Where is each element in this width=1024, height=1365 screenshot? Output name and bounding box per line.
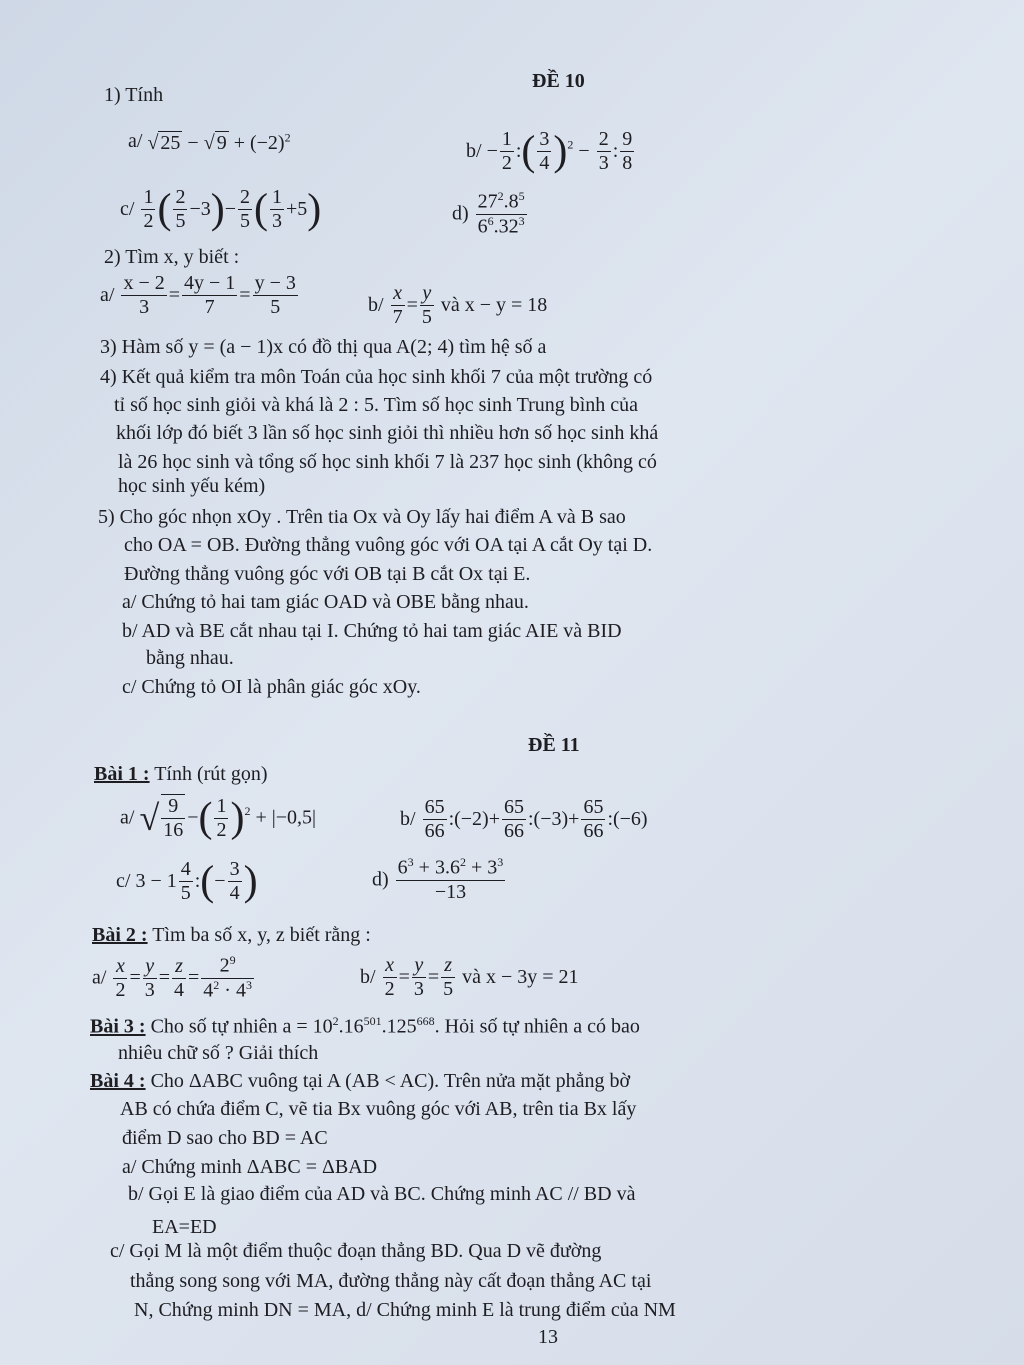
bai2-title: Bài 2 : (92, 924, 148, 946)
q5-line-6: bằng nhau. (146, 647, 234, 669)
bai1c-label: c/ (116, 870, 131, 892)
de11-title: ĐỀ 11 (528, 734, 580, 756)
bai4-line-6: EA=ED (152, 1216, 217, 1238)
de10-title: ĐỀ 10 (532, 70, 585, 92)
bai2b-label: b/ (360, 966, 376, 988)
bai2b-expression: b/ $\frac{x}{2}$ = $\frac{y}{3}$ = $\frac{z}{5}$ và x − 3y = 21 (360, 954, 579, 1000)
q2b-label: b/ (368, 294, 384, 316)
bai4-line-1 (90, 1070, 630, 1093)
bai1-heading (94, 763, 268, 786)
bai4-line-7: c/ Gọi M là một điểm thuộc đoạn thẳng BD. Qua D vẽ đường (110, 1240, 602, 1262)
bai4-line-2: AB có chứa điểm C, vẽ tia Bx vuông góc với AB, trên tia Bx lấy (120, 1098, 637, 1120)
bai2a-expression: a/ $\frac{x}{2}$ = $\frac{y}{3}$ = $\frac{z}{4}$ = $\frac{2^9}{4^2 \cdot 4^3}$ (92, 953, 252, 1002)
bai4-line-4: a/ Chứng minh ΔABC = ΔBAD (122, 1156, 378, 1178)
q5-line-7: c/ Chứng tỏ OI là phân giác góc xOy. (122, 676, 421, 698)
q1c-label: c/ (120, 198, 135, 220)
q4-line-2: tỉ số học sinh giỏi và khá là 2 : 5. Tìm số học sinh Trung bình của (114, 394, 639, 416)
bai2a-label: a/ (92, 966, 107, 989)
q1d-label: d) (452, 202, 469, 225)
bai4-line-5: b/ Gọi E là giao điểm của AD và BC. Chứng minh AC // BD và (128, 1183, 636, 1205)
bai1-text: Tính (rút gọn) (149, 763, 268, 785)
bai3-line-1: Bài 3 : Cho số tự nhiên $a = 10^2.16^{501}.125^{668}$. Hỏi số tự nhiên a có bao (90, 1014, 640, 1038)
bai2b-condition: và x − 3y = 21 (462, 966, 579, 988)
bai1b-expression: b/ $\frac{65}{66}$ :(−2)+ $\frac{65}{66}$ :(−3)+ $\frac{65}{66}$ :(−6) (400, 796, 648, 842)
q4-line-1: 4) Kết quả kiểm tra môn Toán của học sinh khối 7 của một trường có (100, 366, 653, 388)
q5-line-2: cho OA = OB. Đường thẳng vuông góc với OA tại A cắt Oy tại D. (124, 534, 653, 556)
bai1b-label: b/ (400, 808, 416, 830)
q4-line-3: khối lớp đó biết 3 lần số học sinh giỏi thì nhiều hơn số học sinh khá (116, 422, 659, 444)
bai1a-label: a/ (120, 806, 135, 829)
q5-line-4: a/ Chứng tỏ hai tam giác OAD và OBE bằng nhau. (122, 591, 529, 613)
q2b-condition: và x − y = 18 (440, 294, 548, 316)
page-number: 13 (538, 1326, 558, 1348)
q2-heading: 2) Tìm x, y biết : (104, 246, 240, 268)
bai4-line-9: N, Chứng minh DN = MA, d/ Chứng minh E là trung điểm của NM (134, 1299, 676, 1321)
q1-heading: 1) Tính (104, 84, 164, 106)
bai2-heading (92, 924, 371, 947)
bai1c-expression: c/ 3 − 1 $\frac{4}{5}$ :(− $\frac{3}{4}$ ) (116, 858, 258, 905)
bai4-line-8: thẳng song song với MA, đường thẳng này cất đoạn thẳng AC tại (130, 1270, 652, 1292)
q1a-expression: a/ √ 25 − √ $9 + (-2)^2$ (128, 130, 291, 154)
q5-line-5: b/ AD và BE cắt nhau tại I. Chứng tỏ hai tam giác AIE và BID (122, 620, 622, 642)
q5-line-1: 5) Cho góc nhọn xOy . Trên tia Ox và Oy lấy hai điểm A và B sao (98, 506, 626, 528)
bai1a-expression: a/ √ $\frac{9}{16}$ −( $\frac{1}{2}$ )$^2$ + |−0,5| (120, 794, 317, 841)
bai3-text-pre: Cho số tự nhiên a = 10 (145, 1015, 333, 1038)
q3-text: 3) Hàm số y = (a − 1)x có đồ thị qua A(2; 4) tìm hệ số a (100, 336, 547, 358)
q1d-expression: d) $\frac{27^2.8^5}{6^6.32^3}$ (452, 189, 525, 238)
q1a-label: a/ (128, 130, 143, 152)
q1b-expression: b/ − $\frac{1}{2}$ :( $\frac{3}{4}$ )$^2$ − $\frac{2}{3}$ : $\frac{9}{8}$ (466, 128, 633, 175)
q4-line-4: là 26 học sinh và tổng số học sinh khối 7 là 237 học sinh (không có (118, 451, 657, 473)
q1c-expression: c/ $\frac{1}{2}$ ( $\frac{2}{5}$ −3)− $\frac{2}{5}$ ( $\frac{1}{3}$ +5) (120, 186, 322, 233)
bai4-title: Bài 4 : (90, 1070, 146, 1092)
q1b-label: b/ (466, 140, 482, 162)
bai3-title: Bài 3 : (90, 1015, 146, 1038)
q2b-expression: b/ $\frac{x}{7}$ = $\frac{y}{5}$ và x − y = 18 (368, 282, 548, 328)
bai4-text: Cho ΔABC vuông tại A (AB < AC). Trên nửa mặt phẳng bờ (145, 1070, 631, 1092)
bai4-line-3: điểm D sao cho BD = AC (122, 1127, 328, 1149)
q2a-label: a/ (100, 284, 115, 306)
bai3-text-post: . Hỏi số tự nhiên a có bao (434, 1015, 640, 1038)
bai3-line-2: nhiêu chữ số ? Giải thích (118, 1042, 319, 1064)
bai2-text: Tìm ba số x, y, z biết rằng : (147, 924, 371, 946)
bai1-title: Bài 1 : (94, 763, 150, 785)
bai1d-label: d) (372, 868, 389, 891)
q4-line-5: học sinh yếu kém) (118, 475, 266, 497)
bai1d-expression: d) $\frac{6^3 + 3.6^2 + 3^3}{-13}$ (372, 855, 504, 903)
q5-line-3: Đường thẳng vuông góc với OB tại B cắt Ox tại E. (124, 563, 531, 585)
q2a-expression: a/ $\frac{x - 2}{3}$ = $\frac{4y - 1}{7}$ = $\frac{y - 3}{5}$ (100, 272, 296, 318)
